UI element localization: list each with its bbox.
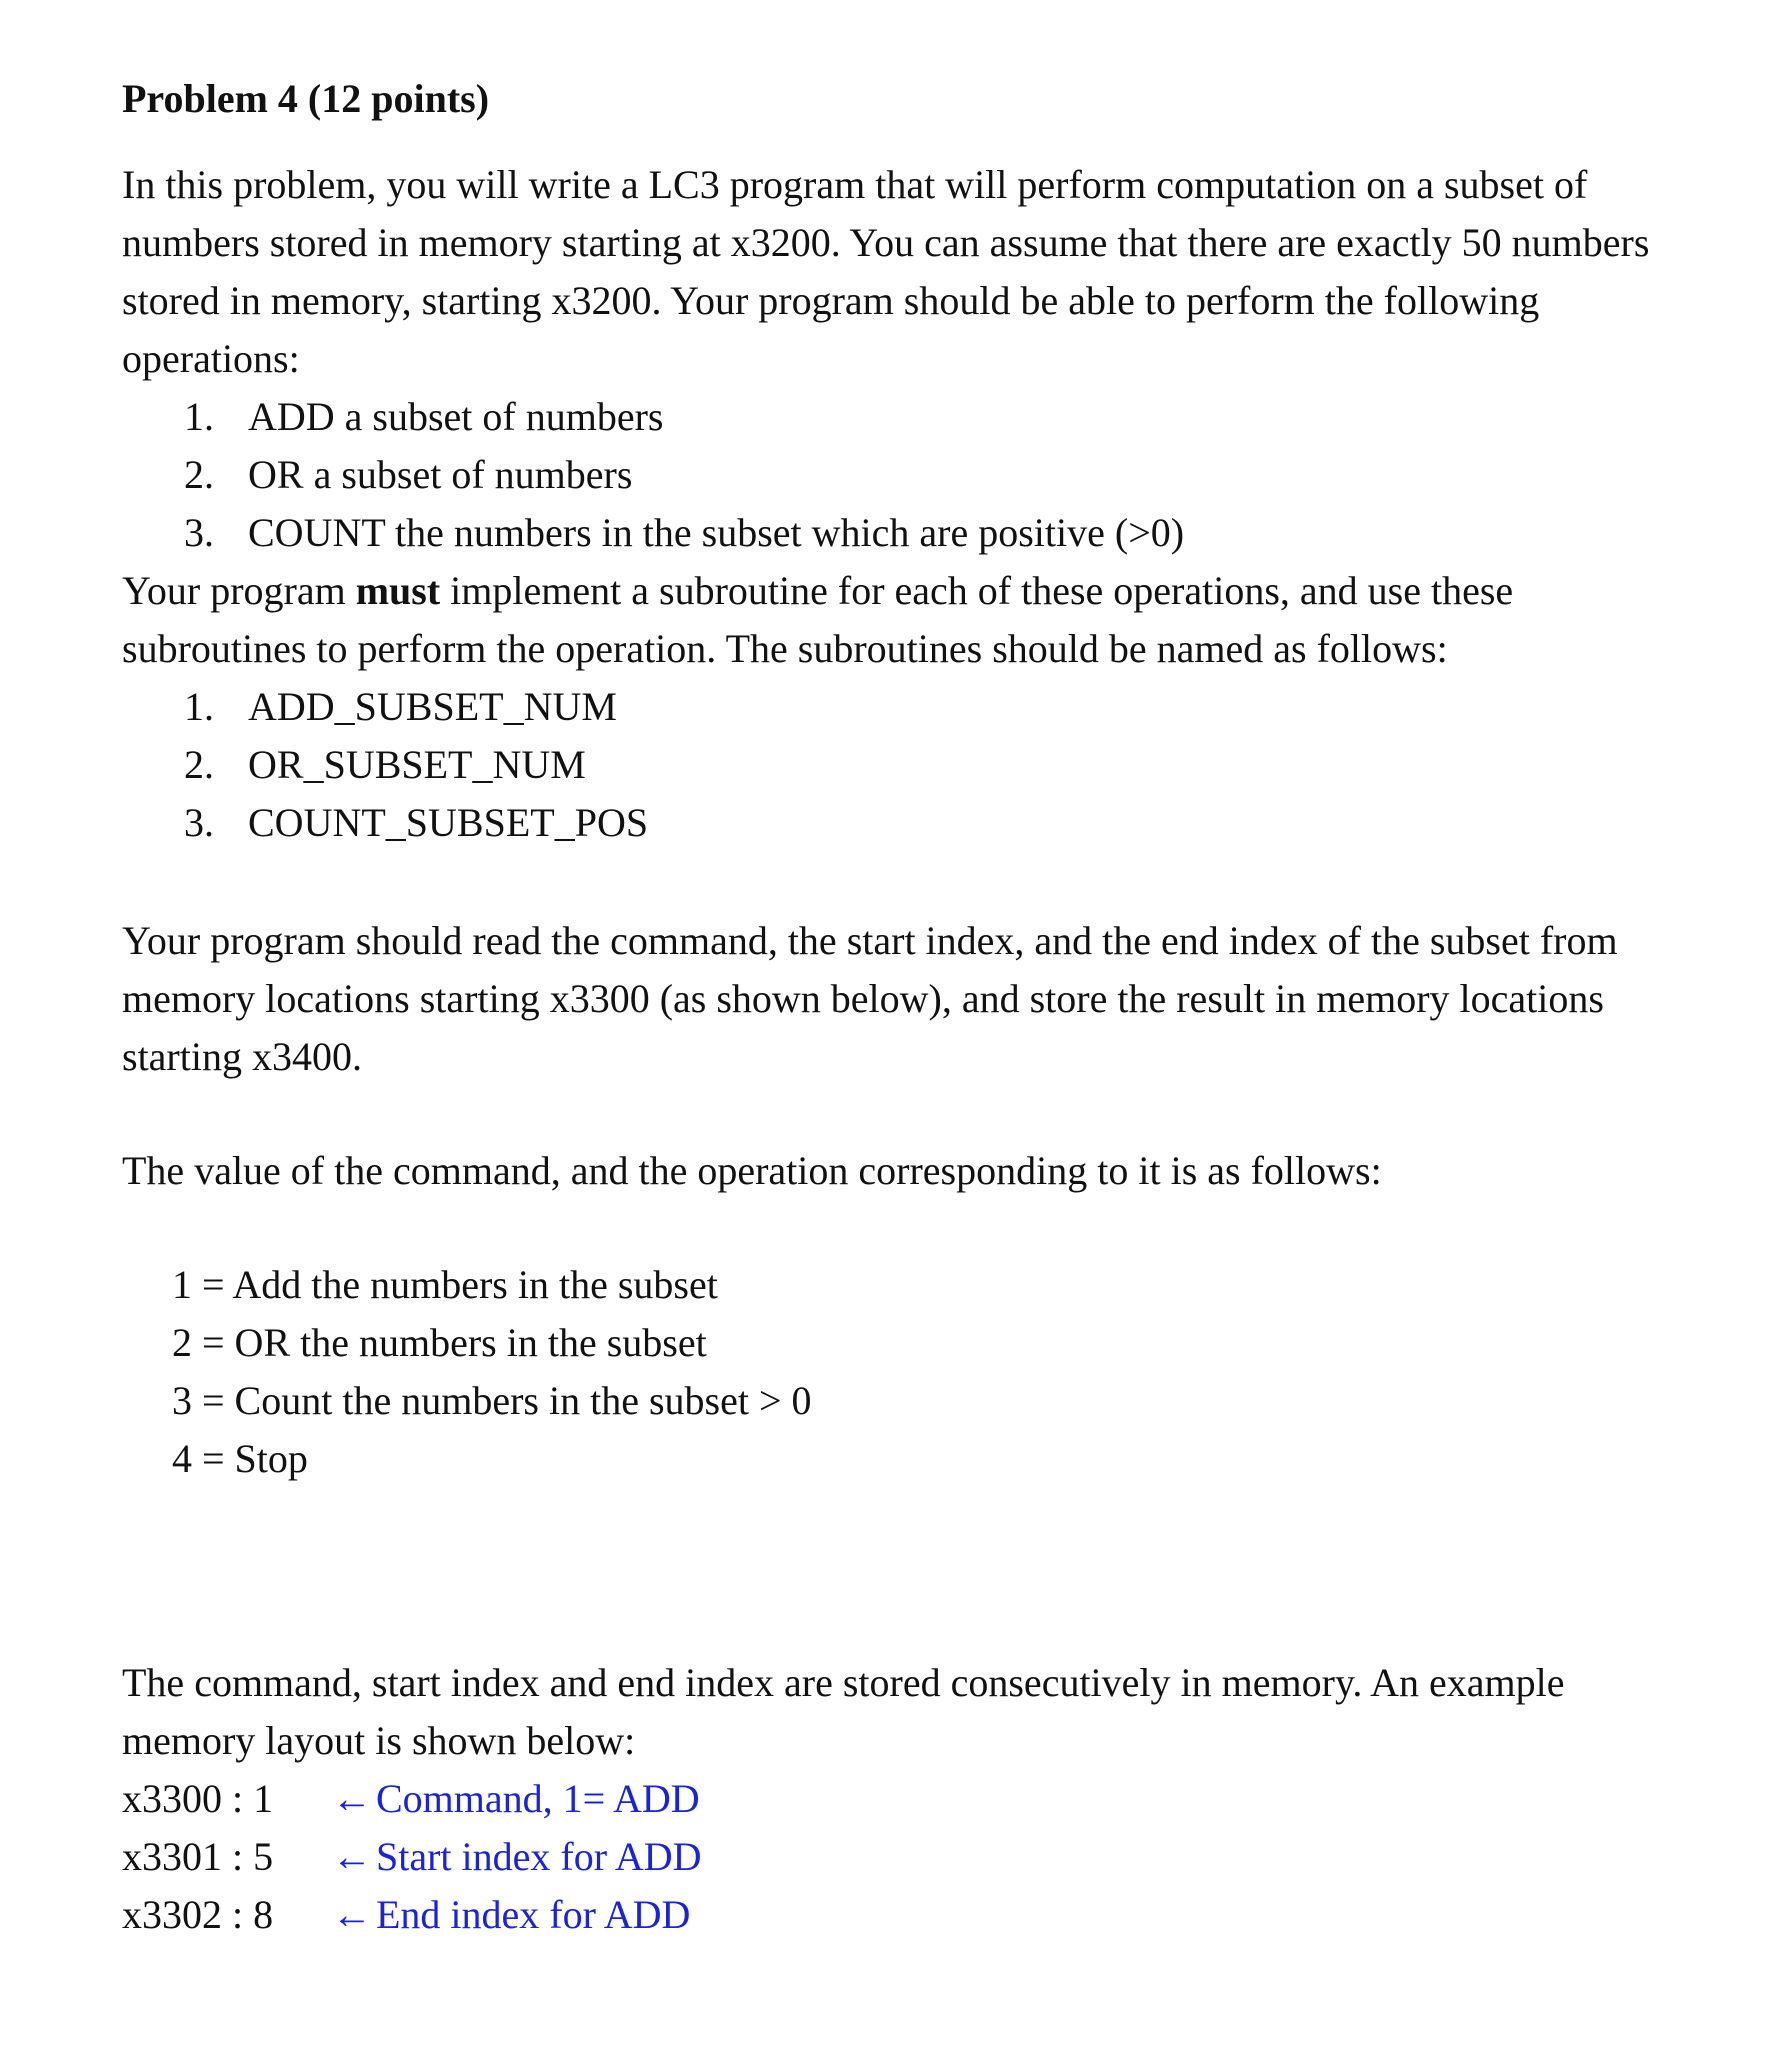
document-page bbox=[122, 70, 1692, 1944]
memory-address: x3302 : 8 bbox=[122, 1892, 274, 1937]
memory-note-text: Start index for ADD bbox=[376, 1834, 702, 1879]
command-intro: The value of the command, and the operation corresponding to it is as follows: bbox=[122, 1148, 1382, 1193]
layout-intro: The command, start index and end index are stored consecutively in memory. An example memory layout is shown below: bbox=[122, 1660, 1565, 1763]
list-text: COUNT the numbers in the subset which are positive (>0) bbox=[248, 510, 1185, 555]
list-text: ADD a subset of numbers bbox=[248, 394, 664, 439]
memory-row bbox=[122, 1828, 1692, 1886]
list-item bbox=[122, 736, 1692, 794]
must-emphasis: must bbox=[355, 568, 441, 613]
memory-note-text: Command, 1= ADD bbox=[376, 1776, 700, 1821]
operations-list bbox=[122, 388, 1692, 562]
command-item: 1 = Add the numbers in the subset bbox=[172, 1262, 718, 1307]
left-arrow-icon: ← bbox=[332, 1834, 372, 1879]
list-item bbox=[122, 794, 1692, 852]
spacer bbox=[122, 1200, 1692, 1256]
spacer bbox=[122, 1086, 1692, 1142]
list-number: 1. bbox=[184, 394, 214, 439]
subroutine-text-before: Your program bbox=[122, 568, 356, 613]
list-item bbox=[122, 678, 1692, 736]
list-number: 2. bbox=[184, 452, 214, 497]
read-paragraph: Your program should read the command, the start index, and the end index of the subset from memory locations starting x3300 (as shown below), and store the result in memory locations starting x3400. bbox=[122, 918, 1618, 1079]
problem-title: Problem 4 (12 points) bbox=[122, 76, 490, 121]
memory-address: x3301 : 5 bbox=[122, 1834, 274, 1879]
spacer bbox=[122, 852, 1692, 912]
list-number: 3. bbox=[184, 510, 214, 555]
subroutine-text-after: implement a subroutine for each of these operations, and use these subroutines to perform the operation. The subroutines should be named as follows: bbox=[122, 568, 1514, 671]
memory-annotation bbox=[332, 1886, 690, 1944]
list-text: COUNT_SUBSET_POS bbox=[248, 800, 649, 845]
list-number: 1. bbox=[184, 684, 214, 729]
list-item bbox=[122, 504, 1692, 562]
subroutines-list bbox=[122, 678, 1692, 852]
command-item: 2 = OR the numbers in the subset bbox=[172, 1320, 707, 1365]
list-number: 2. bbox=[184, 742, 214, 787]
list-text: OR a subset of numbers bbox=[248, 452, 633, 497]
list-text: OR_SUBSET_NUM bbox=[248, 742, 586, 787]
intro-paragraph: In this problem, you will write a LC3 program that will perform computation on a subset of numbers stored in memory starting at x3200. You can assume that there are exactly 50 numbers stored in memory, starting x3200. Your program should be able to perform the following operations: bbox=[122, 162, 1650, 381]
spacer bbox=[122, 1488, 1692, 1654]
command-item: 4 = Stop bbox=[172, 1436, 308, 1481]
list-number: 3. bbox=[184, 800, 214, 845]
left-arrow-icon: ← bbox=[332, 1776, 372, 1821]
memory-address: x3300 : 1 bbox=[122, 1776, 274, 1821]
memory-note-text: End index for ADD bbox=[376, 1892, 691, 1937]
command-item: 3 = Count the numbers in the subset > 0 bbox=[172, 1378, 812, 1423]
command-list bbox=[122, 1256, 1692, 1488]
memory-annotation bbox=[332, 1770, 700, 1828]
memory-row bbox=[122, 1770, 1692, 1828]
list-item bbox=[122, 446, 1692, 504]
list-item bbox=[122, 388, 1692, 446]
left-arrow-icon: ← bbox=[332, 1892, 372, 1937]
memory-row bbox=[122, 1886, 1692, 1944]
memory-annotation bbox=[332, 1828, 702, 1886]
list-text: ADD_SUBSET_NUM bbox=[248, 684, 617, 729]
subroutine-paragraph bbox=[122, 562, 1692, 678]
